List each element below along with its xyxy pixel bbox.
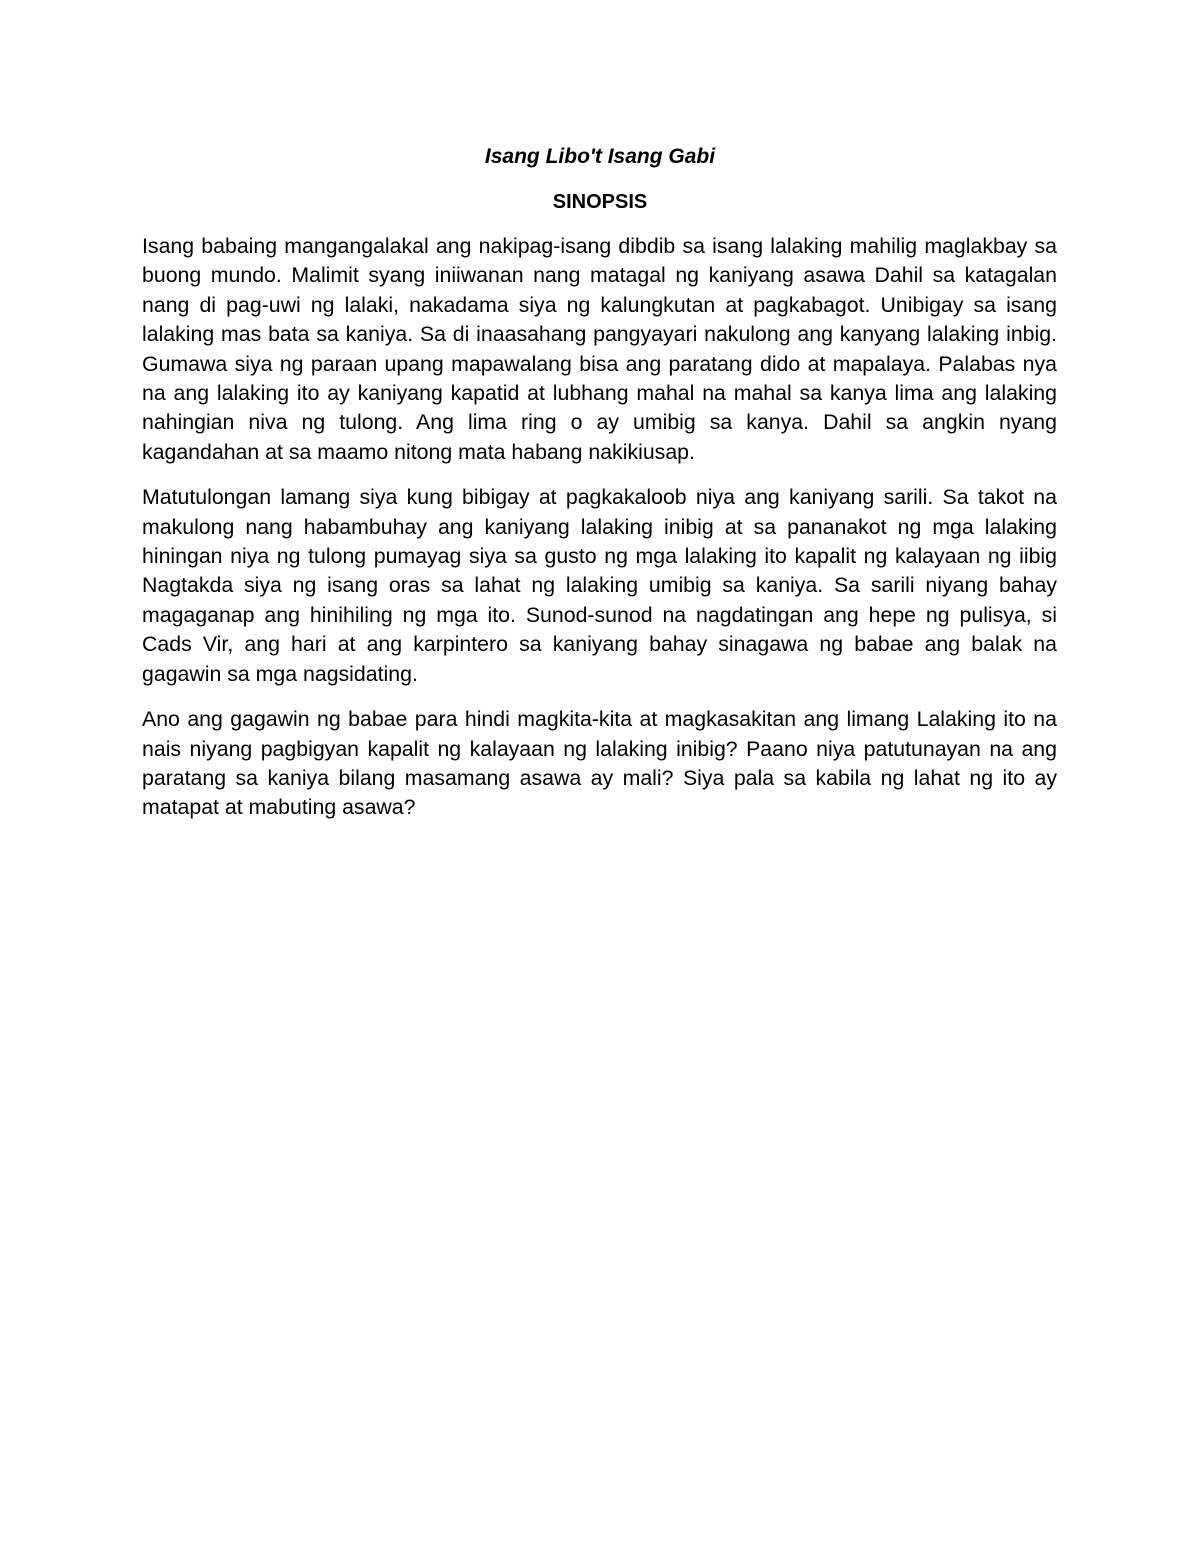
paragraph-2: Matutulongan lamang siya kung bibigay at pagkakaloob niya ang kaniyang sarili. Sa takot na makulong nang habambuhay ang kaniyang lalaking inibig at sa pananakot ng mga lalaking hiningan niya ng tulong pumayag siya sa gusto ng mga lalaking ito kapalit ng kalayaan ng iibig Nagtakda siya ng isang oras sa lahat ng lalaking umibig sa kaniya. Sa sarili niyang bahay magaganap ang hinihiling ng mga ito. Sunod-sunod na nagdatingan ang hepe ng pulisya, si Cads Vir, ang hari at ang karpintero sa kaniyang bahay sinagawa ng babae ang balak na gagawin sa mga nagsidating. <box>142 485 1057 686</box>
document-body <box>142 232 1057 839</box>
paragraph-1: Isang babaing mangangalakal ang nakipag-isang dibdib sa isang lalaking mahilig maglakbay sa buong mundo. Malimit syang iniiwanan nang matagal ng kaniyang asawa Dahil sa katagalan nang di pag-uwi ng lalaki, nakadama siya ng kalungkutan at pagkabagot. Unibigay sa isang lalaking mas bata sa kaniya. Sa di inaasahang pangyayari nakulong ang kanyang lalaking inbig. Gumawa siya ng paraan upang mapawalang bisa ang paratang dido at mapalaya. Palabas nya na ang lalaking ito ay kaniyang kapatid at lubhang mahal na mahal sa kanya lima ang lalaking nahingian niva ng tulong. Ang lima ring o ay umibig sa kanya. Dahil sa angkin nyang kagandahan at sa maamo nitong mata habang nakikiusap. <box>142 234 1057 464</box>
paragraph-3: Ano ang gagawin ng babae para hindi magkita-kita at magkasakitan ang limang Lalaking ito na nais niyang pagbigyan kapalit ng kalayaan ng lalaking inibig? Paano niya patutunayan na ang paratang sa kaniya bilang masamang asawa ay mali? Siya pala sa kabila ng lahat ng ito ay matapat at mabuting asawa? <box>142 707 1057 820</box>
document-subtitle: SINOPSIS <box>552 191 648 213</box>
document-title: Isang Libo't Isang Gabi <box>484 145 716 168</box>
